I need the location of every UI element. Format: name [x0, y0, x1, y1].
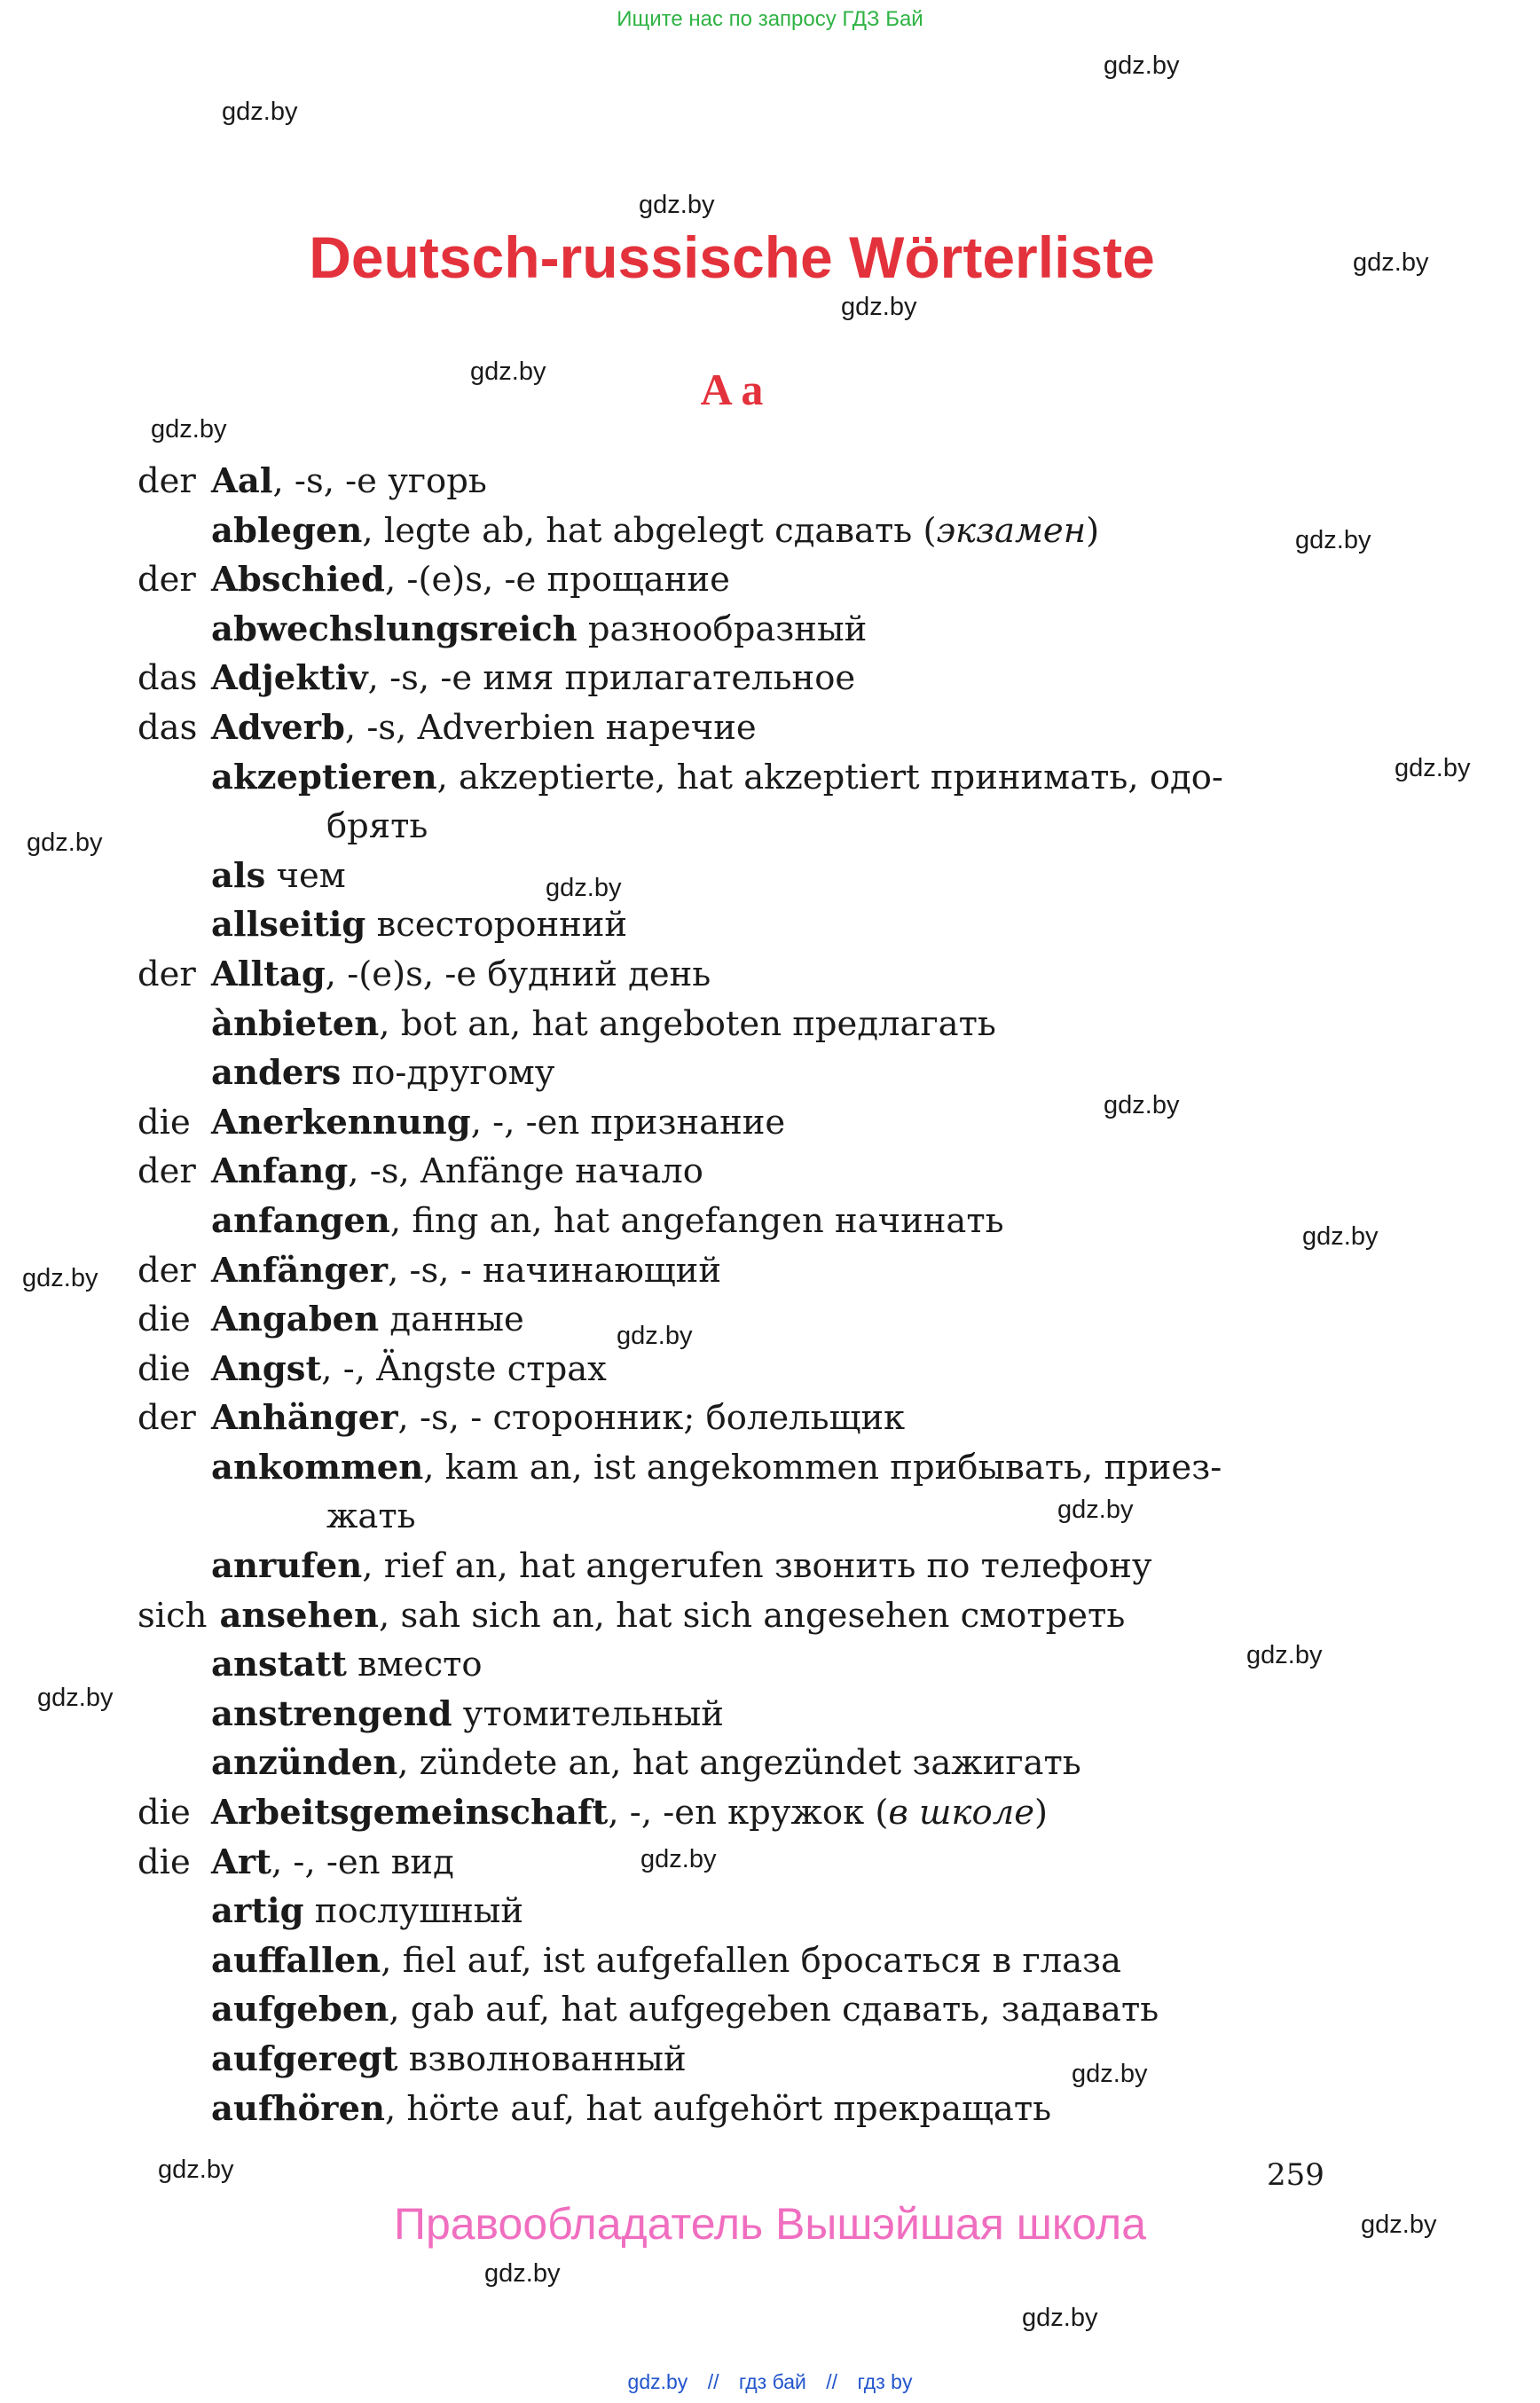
entry-headword: anrufen [211, 1546, 363, 1587]
list-item [138, 900, 1326, 950]
list-item [138, 753, 1326, 852]
entry-headword: Angst [211, 1348, 322, 1389]
list-item [138, 507, 1326, 556]
entry-definition: , akzeptierte, hat akzeptiert принимать, одо- [436, 757, 1223, 797]
entry-headword: Aal [211, 461, 273, 501]
entry-article: der [138, 1398, 196, 1439]
entry-headword: aufgeregt [211, 2039, 398, 2079]
entry-definition: вместо [346, 1645, 483, 1685]
entry-headword: als [211, 855, 266, 896]
entry-headword: ablegen [211, 510, 363, 551]
list-item [138, 605, 1326, 655]
entry-headword: Alltag [211, 954, 326, 994]
entry-article: die [138, 1842, 191, 1882]
watermark: gdz.by [470, 357, 546, 386]
list-item [138, 555, 1326, 605]
bottom-links [0, 2370, 1540, 2394]
list-item [138, 1887, 1326, 1936]
entry-definition: , hörte auf, hat aufgehört прекращать [384, 2088, 1052, 2129]
list-item [138, 654, 1326, 703]
entry-definition: , -s, - начинающий [388, 1250, 722, 1291]
list-item [138, 1443, 1326, 1542]
entry-definition: , -, -en кружок ( [608, 1793, 889, 1834]
entry-article: der [138, 461, 196, 501]
entry-headword: artig [211, 1891, 304, 1932]
list-item [138, 1197, 1326, 1246]
watermark: gdz.by [1353, 248, 1429, 277]
entry-article: das [138, 658, 198, 699]
watermark: gdz.by [222, 98, 298, 126]
entry-definition: по-другому [341, 1053, 555, 1094]
entry-definition: всесторонний [365, 905, 628, 946]
entry-headword: Arbeitsgemeinschaft [211, 1793, 609, 1834]
list-item [138, 1690, 1326, 1739]
watermark: gdz.by [1022, 2304, 1098, 2332]
watermark: gdz.by [841, 293, 917, 321]
entry-headword: Anfänger [211, 1250, 389, 1291]
entry-definition: , -, Ängste страх [321, 1348, 607, 1389]
entry-headword: anzünden [211, 1743, 398, 1784]
entry-definition: , sah sich an, hat sich angesehen смотреть [379, 1595, 1126, 1636]
list-item [138, 1345, 1326, 1394]
entry-headword: Anhänger [211, 1398, 398, 1439]
entry-definition: , rief an, hat angerufen звонить по телефону [362, 1546, 1152, 1587]
watermark: gdz.by [1057, 1496, 1134, 1524]
entry-definition: , -(e)s, -e прощание [384, 560, 730, 601]
section-letter: A a [700, 365, 764, 414]
entry-article: der [138, 954, 196, 994]
list-item [138, 1246, 1326, 1296]
watermark: gdz.by [1104, 51, 1180, 80]
entry-headword: aufgeben [211, 1990, 389, 2030]
top-search-note: Ищите нас по запросу ГДЗ Бай [617, 7, 923, 31]
list-item [138, 1048, 1326, 1098]
entry-article: die [138, 1300, 191, 1340]
entry-headword: Anerkennung [211, 1102, 471, 1143]
list-item [138, 1394, 1326, 1443]
watermark: gdz.by [1302, 1222, 1379, 1251]
list-item [138, 1936, 1326, 1986]
list-item [138, 1098, 1326, 1148]
entry-definition: , -, -en признание [470, 1102, 786, 1143]
watermark: gdz.by [151, 415, 227, 444]
watermark: gdz.by [1361, 2211, 1437, 2239]
watermark: gdz.by [1395, 754, 1471, 782]
list-item [138, 1542, 1326, 1591]
entry-note: экзамен [936, 510, 1087, 551]
list-item [138, 1295, 1326, 1345]
watermark: gdz.by [617, 1322, 693, 1350]
list-item [138, 1788, 1326, 1838]
watermark: gdz.by [22, 1264, 98, 1292]
list-item [138, 1000, 1326, 1049]
entry-note-close: ) [1034, 1793, 1049, 1834]
entry-definition: , -(e)s, -e будний день [325, 954, 711, 994]
page-title: Deutsch-russische Wörterliste [309, 224, 1155, 290]
entry-headword: aufhören [211, 2088, 385, 2129]
entry-article: die [138, 1793, 191, 1834]
list-item [138, 1838, 1326, 1888]
entry-definition: , gab auf, hat aufgegeben сдавать, задавать [389, 1990, 1159, 2030]
entry-headword: abwechslungsreich [211, 609, 578, 649]
watermark: gdz.by [27, 828, 103, 857]
entry-definition: , fiel auf, ist aufgefallen бросаться в глаза [381, 1940, 1121, 1981]
link-gdz-by[interactable]: gdz.by [627, 2370, 688, 2393]
link-separator: // [826, 2370, 838, 2393]
entry-note: в школе [888, 1793, 1034, 1834]
entry-definition: , -s, -e угорь [272, 461, 487, 501]
entry-headword: Adverb [211, 707, 345, 748]
entry-headword: Anfang [211, 1151, 349, 1192]
entry-definition: , kam an, ist angekommen прибывать, приез- [423, 1447, 1222, 1488]
entry-definition: , -s, -e имя прилагательное [367, 658, 856, 699]
entry-definition: , fing an, hat angefangen начинать [389, 1200, 1004, 1241]
watermark: gdz.by [37, 1684, 114, 1712]
list-item [138, 1147, 1326, 1197]
watermark: gdz.by [1246, 1641, 1323, 1669]
page-number: 259 [1267, 2157, 1324, 2193]
entry-continuation: брять [326, 806, 428, 847]
watermark: gdz.by [1072, 2060, 1148, 2088]
entry-headword: anders [211, 1053, 342, 1094]
watermark: gdz.by [484, 2259, 561, 2288]
watermark: gdz.by [1104, 1091, 1180, 1119]
entry-definition: , -, -en вид [271, 1842, 454, 1882]
list-item [138, 2085, 1326, 2134]
entry-note-close: ) [1086, 510, 1100, 551]
entry-definition: взволнованный [397, 2039, 687, 2079]
list-item [138, 852, 1326, 901]
entry-definition: утомительный [452, 1693, 724, 1734]
list-item [138, 1640, 1326, 1690]
entry-definition: , -s, Anfänge начало [348, 1151, 703, 1192]
copyright-footer: Правообладатель Вышэйшая школа [394, 2199, 1146, 2249]
entry-article: der [138, 1250, 196, 1291]
entry-headword: ankommen [211, 1447, 424, 1488]
entry-article: die [138, 1102, 191, 1143]
list-item [138, 703, 1326, 753]
entry-definition: чем [265, 855, 346, 896]
watermark: gdz.by [640, 1845, 717, 1873]
watermark: gdz.by [1295, 526, 1371, 554]
list-item [138, 1591, 1326, 1641]
entry-article: das [138, 707, 198, 748]
entry-definition: разнообразный [577, 609, 868, 649]
list-item [138, 1985, 1326, 2035]
link-separator: // [707, 2370, 719, 2393]
link-gdz-by-cyr[interactable]: гдз by [857, 2370, 913, 2393]
entry-headword: auffallen [211, 1940, 381, 1981]
entry-continuation: жать [326, 1496, 416, 1537]
entry-headword: Art [211, 1842, 271, 1882]
watermark: gdz.by [158, 2156, 234, 2184]
entry-headword: ansehen [219, 1595, 380, 1636]
list-item [138, 1739, 1326, 1788]
entry-headword: ànbieten [211, 1003, 380, 1044]
entry-definition: , zündete an, hat angezündet зажигать [397, 1743, 1081, 1784]
entry-article: sich [138, 1595, 208, 1636]
entry-article: der [138, 1151, 196, 1192]
entry-headword: anstrengend [211, 1693, 452, 1734]
link-gdz-bai[interactable]: гдз бай [738, 2370, 806, 2393]
entry-article: der [138, 560, 196, 601]
entry-headword: anfangen [211, 1200, 390, 1241]
word-list [138, 457, 1326, 2133]
entry-headword: allseitig [211, 905, 366, 946]
entry-article: die [138, 1348, 191, 1389]
entry-definition: данные [379, 1300, 524, 1340]
list-item [138, 2035, 1326, 2085]
entry-definition: , legte ab, hat abgelegt сдавать ( [362, 510, 937, 551]
entry-headword: akzeptieren [211, 757, 437, 797]
entry-headword: Adjektiv [211, 658, 368, 699]
watermark: gdz.by [639, 191, 715, 219]
entry-definition: , -s, Adverbien наречие [344, 707, 757, 748]
watermark: gdz.by [546, 874, 622, 902]
list-item [138, 950, 1326, 1000]
entry-definition: , -s, - сторонник; болельщик [397, 1398, 906, 1439]
entry-headword: anstatt [211, 1645, 347, 1685]
entry-definition: послушный [303, 1891, 524, 1932]
entry-headword: Abschied [211, 560, 385, 601]
entry-definition: , bot an, hat angeboten предлагать [379, 1003, 996, 1044]
list-item [138, 457, 1326, 507]
entry-headword: Angaben [211, 1300, 380, 1340]
